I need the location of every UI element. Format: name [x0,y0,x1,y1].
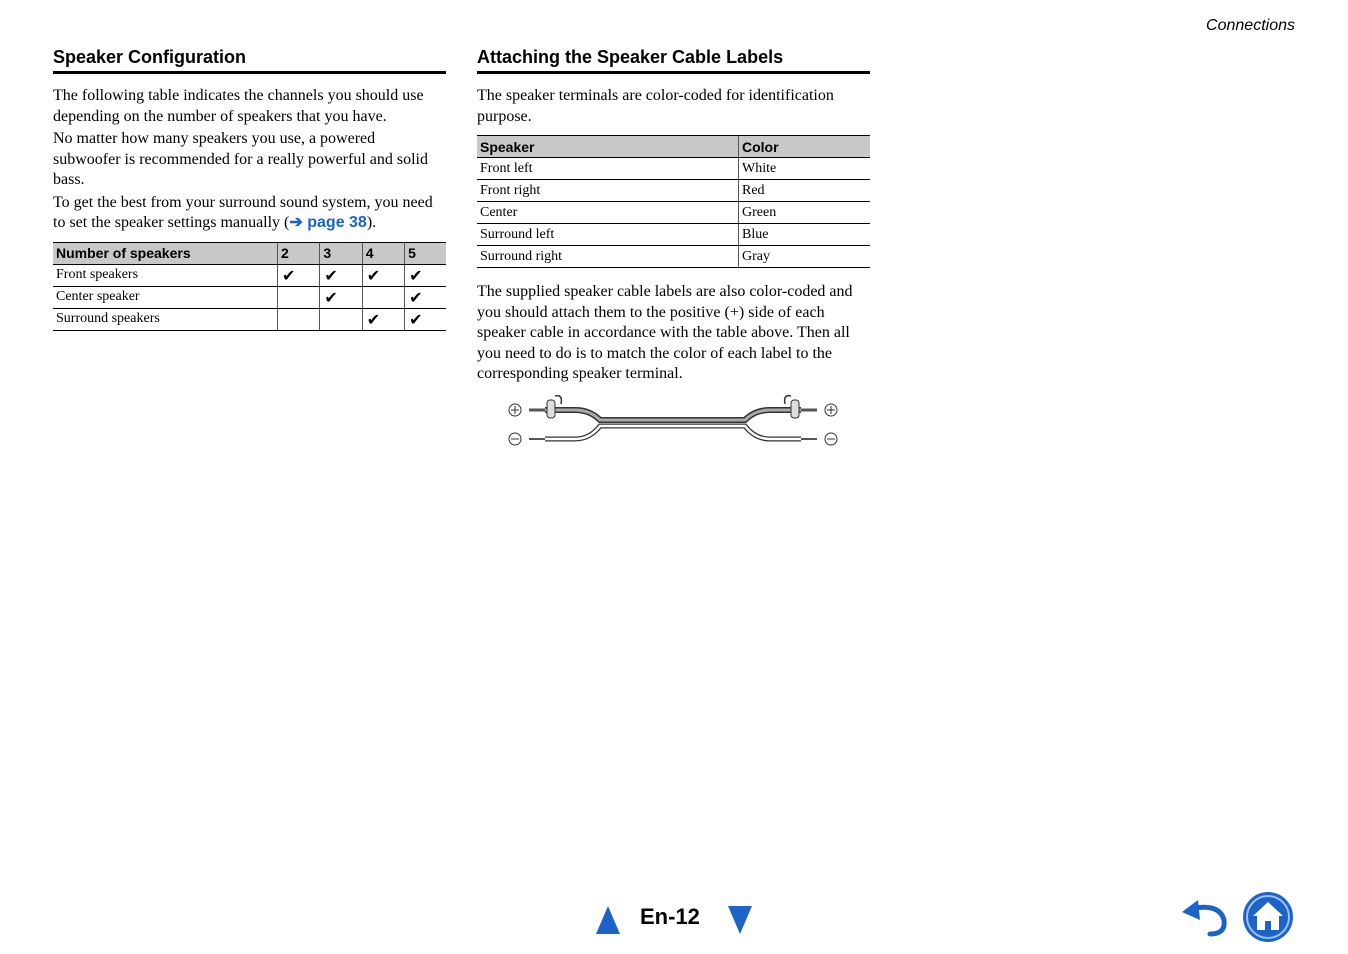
paragraph: The following table indicates the channels you should use depending on the number of speakers that you have. [53,87,424,125]
table-row [477,158,870,180]
speaker-cable-illustration [505,390,845,452]
check-mark: ✔ [320,264,362,286]
check-mark [278,308,320,330]
table-row [477,246,870,268]
minus-icon [825,433,837,445]
page-link[interactable]: ➔ page 38 [289,214,367,231]
cable-label-icon [547,396,561,418]
table-row [53,264,446,286]
section-title: Attaching the Speaker Cable Labels [477,46,870,74]
page-number: En-12 [640,904,700,929]
table-header: Color [739,136,871,158]
table-header-row [477,136,870,158]
previous-page-icon[interactable] [596,906,620,934]
page-navigation [0,900,1348,940]
table-header: 2 [278,242,320,264]
speaker-cell: Center [477,202,739,224]
color-cell: White [739,158,871,180]
check-mark: ✔ [405,308,446,330]
table-header: 3 [320,242,362,264]
speaker-cell: Front right [477,180,739,202]
section-label: Connections [1206,17,1295,34]
color-cell: Blue [739,224,871,246]
minus-icon [509,433,521,445]
table-row [477,202,870,224]
table-row [53,286,446,308]
check-mark [362,286,404,308]
speaker-cell: Front left [477,158,739,180]
check-mark: ✔ [362,264,404,286]
check-mark: ✔ [320,286,362,308]
table-header-row [53,242,446,264]
paragraph [53,193,446,234]
section-title: Speaker Configuration [53,46,446,74]
speaker-cell: Surround right [477,246,739,268]
color-cell: Red [739,180,871,202]
speaker-cell: Surround left [477,224,739,246]
speaker-configuration-section [53,46,446,331]
paragraph: No matter how many speakers you use, a powered subwoofer is recommended for a really powerful and solid bass. [53,130,428,188]
back-icon[interactable] [1180,900,1230,940]
table-header: 4 [362,242,404,264]
speaker-color-table [477,135,870,268]
table-row [477,224,870,246]
color-cell: Gray [739,246,871,268]
paragraph-text: ). [366,214,377,231]
check-mark [320,308,362,330]
check-mark: ✔ [405,286,446,308]
plus-icon [509,404,521,416]
cable-labels-section [477,46,870,385]
row-label: Surround speakers [53,308,278,330]
paragraph: The supplied speaker cable labels are also color-coded and you should attach them to the positive (+) side of each speaker cable in accordance with the table above. Then all you need to do is to match the color of each label to the corresponding speaker terminal. [477,283,853,382]
home-icon[interactable] [1241,890,1295,944]
check-mark: ✔ [362,308,404,330]
next-page-icon[interactable] [728,906,752,934]
table-header: 5 [405,242,446,264]
check-mark: ✔ [278,264,320,286]
plus-icon [825,404,837,416]
color-cell: Green [739,202,871,224]
row-label: Center speaker [53,286,278,308]
cable-label-icon [785,396,799,418]
row-label: Front speakers [53,264,278,286]
table-row [477,180,870,202]
table-header: Number of speakers [53,242,278,264]
check-mark: ✔ [405,264,446,286]
paragraph: The speaker terminals are color-coded for identification purpose. [477,87,834,125]
check-mark [278,286,320,308]
paragraph-text: To get the best from your surround sound system, you need to set the speaker settings manually ( [53,193,433,231]
table-row [53,308,446,330]
table-header: Speaker [477,136,739,158]
speaker-count-table [53,242,446,331]
